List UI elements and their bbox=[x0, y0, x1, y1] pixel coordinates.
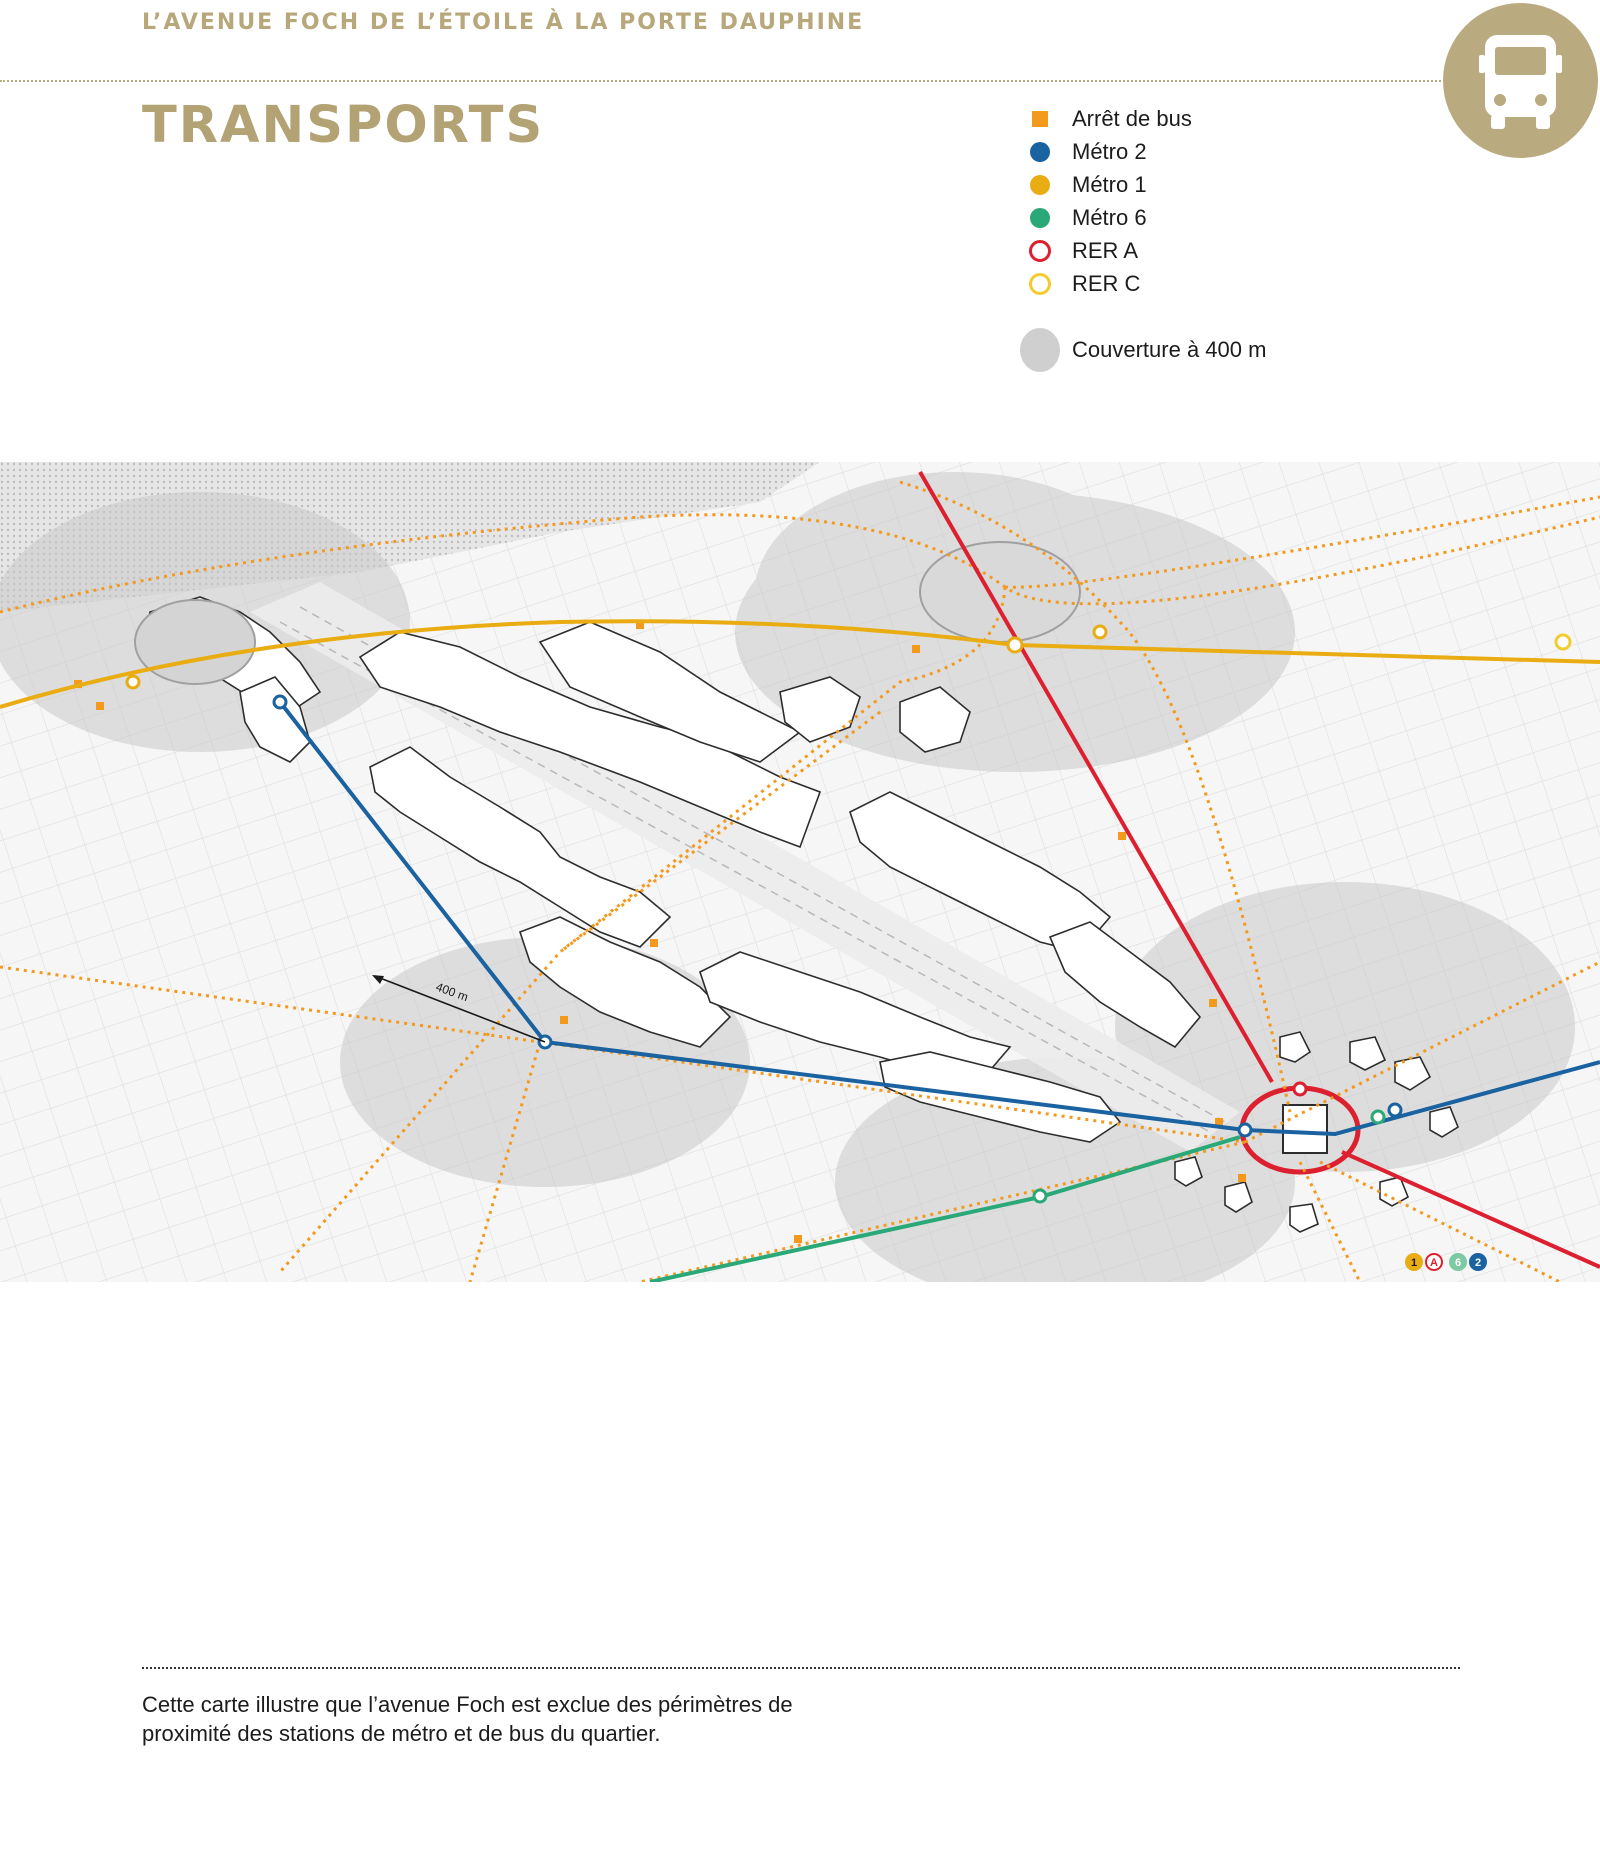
metro-2-dot-icon bbox=[1030, 142, 1050, 162]
map-illustration bbox=[0, 462, 1600, 1282]
bus-stop bbox=[1209, 999, 1217, 1007]
coverage-circle-icon bbox=[1020, 328, 1060, 372]
roundabout-north bbox=[920, 542, 1080, 642]
legend-label: Couverture à 400 m bbox=[1072, 336, 1267, 362]
station-rer-c bbox=[1556, 635, 1570, 649]
transport-map bbox=[0, 462, 1600, 1282]
legend-label: RER A bbox=[1072, 237, 1139, 263]
legend-item-bus-stop bbox=[1020, 102, 1440, 135]
caption-divider bbox=[142, 1667, 1460, 1669]
station-metro-2 bbox=[1239, 1124, 1251, 1136]
metro-1-dot-icon bbox=[1030, 175, 1050, 195]
station-metro-2 bbox=[1389, 1104, 1401, 1116]
badge-label: A bbox=[1430, 1257, 1438, 1269]
bus-icon bbox=[1443, 3, 1598, 158]
legend-item-rer-c bbox=[1020, 267, 1440, 300]
station-metro-1 bbox=[1094, 626, 1106, 638]
bus-stop bbox=[650, 939, 658, 947]
bus-stop bbox=[794, 1235, 802, 1243]
station-metro-2 bbox=[274, 696, 286, 708]
legend-label: Arrêt de bus bbox=[1072, 105, 1192, 131]
legend-label: Métro 2 bbox=[1072, 138, 1147, 164]
bus-stop bbox=[912, 645, 920, 653]
bus-stop-square-icon bbox=[1032, 111, 1048, 127]
legend-label: Métro 1 bbox=[1072, 171, 1147, 197]
map-legend bbox=[1020, 102, 1440, 366]
legend-item-metro-1 bbox=[1020, 168, 1440, 201]
legend-item-metro-2 bbox=[1020, 135, 1440, 168]
badge-label: 2 bbox=[1474, 1257, 1482, 1269]
station-metro-6 bbox=[1372, 1111, 1384, 1123]
legend-item-coverage bbox=[1020, 333, 1440, 366]
bus-stop bbox=[1118, 832, 1126, 840]
legend-label: RER C bbox=[1072, 270, 1141, 296]
roundabout-porte-dauphine bbox=[135, 600, 255, 684]
badge-label: 6 bbox=[1454, 1257, 1462, 1269]
station-metro-1 bbox=[1008, 638, 1022, 652]
scale-label: 400 m bbox=[433, 979, 471, 1005]
badge-label: 1 bbox=[1410, 1257, 1418, 1269]
map-caption: Cette carte illustre que l’avenue Foch est exclue des périmètres de proximité des stations de métro et de bus du quartier. bbox=[142, 1692, 793, 1746]
page-title: TRANSPORTS bbox=[142, 96, 545, 155]
legend-item-rer-a bbox=[1020, 234, 1440, 267]
legend-label: Métro 6 bbox=[1072, 204, 1147, 230]
station-metro-1 bbox=[127, 676, 139, 688]
bus-stop bbox=[560, 1016, 568, 1024]
station-rer-a bbox=[1294, 1083, 1306, 1095]
rer-a-ring-icon bbox=[1029, 240, 1051, 262]
station-metro-6 bbox=[1034, 1190, 1046, 1202]
section-kicker: L’AVENUE FOCH DE L’ÉTOILE À LA PORTE DAUPHINE bbox=[142, 10, 865, 35]
bus-stop bbox=[1238, 1174, 1246, 1182]
transport-badge bbox=[1443, 3, 1598, 158]
metro-6-dot-icon bbox=[1030, 208, 1050, 228]
legend-item-metro-6 bbox=[1020, 201, 1440, 234]
header-divider bbox=[0, 80, 1448, 82]
bus-stop bbox=[96, 702, 104, 710]
rer-c-ring-icon bbox=[1029, 273, 1051, 295]
